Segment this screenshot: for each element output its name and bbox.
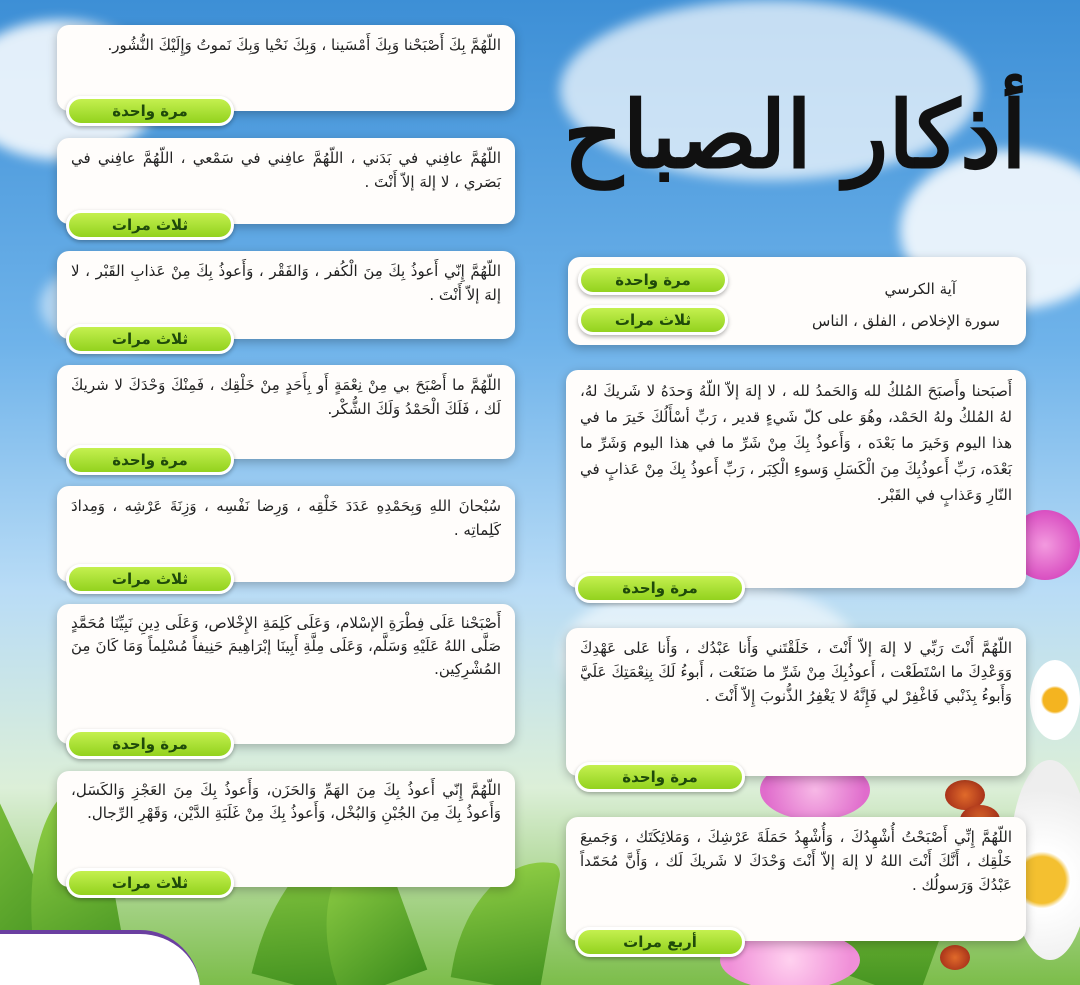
dhikr-text: اللّهُمَّ إِنّي أَعوذُ بِكَ مِنَ الهَمِّ وَالحَزَن، وَأَعوذُ بِكَ مِنَ العَجْزِ وَالكَسَل، وَأَعوذُ بِكَ مِنَ الجُبْنِ وَالبُخْل، وَأَعوذُ بِكَ مِنْ غَلَبَةِ الدَّيْن، وَقَهْرِ الرِّجال.: [71, 781, 501, 822]
intro-item-surahs: سورة الإخلاص ، الفلق ، الناس: [812, 312, 1000, 330]
dhikr-text: أَصبَحنا وأَصبَحَ المُلكُ لله وَالحَمدُ لله ، لا إلهَ إلاّ اللّهُ وَحدَهُ لا شَريكَ لهُ، لهُ المُلكُ ولهُ الحَمْد، وهُوَ على كلّ شَيءٍ قدير ، رَبِّ أسْأَلُكَ خَيرَ ما في هذا اليوم وَخَيرَ ما بَعْدَه ، وَأَعوذُ بِكَ مِنْ شَرِّ ما في هذا اليوم وَشَرِّ ما بَعْدَه، رَبِّ أَعوذُبِكَ مِنَ الْكَسَلِ وَسوءِ الْكِبَر ، رَبِّ أَعوذُ بِكَ مِنْ عَذابٍ في النّارِ وَعَذابٍ في القَبْر.: [580, 382, 1012, 504]
repeat-badge: ثلاث مرات: [66, 210, 234, 240]
repeat-badge: مرة واحدة: [575, 573, 745, 603]
repeat-badge: ثلاث مرات: [66, 564, 234, 594]
dhikr-card: [566, 628, 1026, 776]
dhikr-text: اللّهُمَّ أَنْتَ رَبِّي لا إلهَ إلاّ أَنْتَ ، خَلَقْتَني وَأَنا عَبْدُك ، وَأَنا عَلى عَهْدِكَ وَوَعْدِكَ ما اسْتَطَعْت ، أَعوذُبِكَ مِنْ شَرِّ ما صَنَعْت ، أَبوءُ لَكَ بِنِعْمَتِكَ عَلَيَّ وَأَبوءُ بِذَنْبي فَاغْفِرْ لي فَإِنَّهُ لا يَغْفِرُ الذُّنوبَ إِلاّ أَنْتَ .: [580, 639, 1012, 705]
dhikr-text: اللّهُمَّ بِكَ أَصْبَحْنا وَبِكَ أَمْسَينا ، وَبِكَ نَحْيا وَبِكَ نَموتُ وَإِلَيْكَ النُّشُور.: [107, 36, 501, 54]
dhikr-text: اللّهُمَّ عافِني في بَدَني ، اللّهُمَّ عافِني في سَمْعي ، اللّهُمَّ عافِني في بَصَري ، لا إلهَ إلاّ أَنْتَ .: [71, 149, 501, 191]
dhikr-card: [57, 604, 515, 744]
repeat-badge: مرة واحدة: [575, 762, 745, 792]
repeat-badge: مرة واحدة: [66, 96, 234, 126]
intro-item-ayat-kursi: آية الكرسي: [884, 280, 956, 298]
dhikr-card: [566, 370, 1026, 588]
repeat-badge: مرة واحدة: [66, 445, 234, 475]
white-flower: [1030, 660, 1080, 740]
dhikr-card: [566, 817, 1026, 941]
repeat-badge: ثلاث مرات: [66, 868, 234, 898]
repeat-badge: مرة واحدة: [66, 729, 234, 759]
dhikr-text: اللّهُمَّ إِنّي أَعوذُ بِكَ مِنَ الْكُفر ، وَالفَقْر ، وَأَعوذُ بِكَ مِنْ عَذابِ القَبْر ، لا إلهَ إلاّ أَنْتَ .: [71, 262, 501, 304]
page-title: أذكار الصباح: [563, 81, 1027, 189]
dhikr-text: اللّهُمَّ ما أَصْبَحَ بي مِنْ نِعْمَةٍ أَو بِأَحَدٍ مِنْ خَلْقِك ، فَمِنْكَ وَحْدَكَ لا شريكَ لَك ، فَلَكَ الْحَمْدُ وَلَكَ الشُّكْر.: [71, 376, 501, 418]
dhikr-text: اللّهُمَّ إِنِّي أَصْبَحْتُ أُشْهِدُكَ ، وَأُشْهِدُ حَمَلَةَ عَرْشِكَ ، وَمَلائِكَتَك ، وَجَميعَ خَلْقِك ، أَنَّكَ أَنْتَ اللهُ لا إلهَ إلاّ أَنْتَ وَحْدَكَ لا شَريكَ لَك ، وَأَنَّ مُحَمّداً عَبْدُكَ وَرَسولُك .: [580, 828, 1012, 894]
repeat-badge: ثلاث مرات: [578, 305, 728, 335]
repeat-badge: مرة واحدة: [578, 265, 728, 295]
decorative-logo: [0, 930, 200, 985]
dhikr-text: سُبْحانَ اللهِ وَبِحَمْدِهِ عَدَدَ خَلْقِه ، وَرِضا نَفْسِه ، وَزِنَةَ عَرْشِه ، وَمِدادَ كَلِماتِه .: [71, 497, 501, 539]
repeat-badge: ثلاث مرات: [66, 324, 234, 354]
ladybug: [940, 945, 970, 970]
repeat-badge: أربع مرات: [575, 927, 745, 957]
dhikr-text: أَصْبَحْنا عَلَى فِطْرَةِ الإسْلام، وَعَلَى كَلِمَةِ الإِخْلاص، وَعَلَى دِينِ نَبِيِّنَا مُحَمَّدٍ صَلَّى اللهُ عَلَيْهِ وَسَلَّم، وَعَلَى مِلَّةِ أَبِينَا إبْرَاهِيمَ حَنِيفاً مُسْلِماً وَمَا كَانَ مِنَ المُشْرِكِين.: [71, 614, 501, 678]
